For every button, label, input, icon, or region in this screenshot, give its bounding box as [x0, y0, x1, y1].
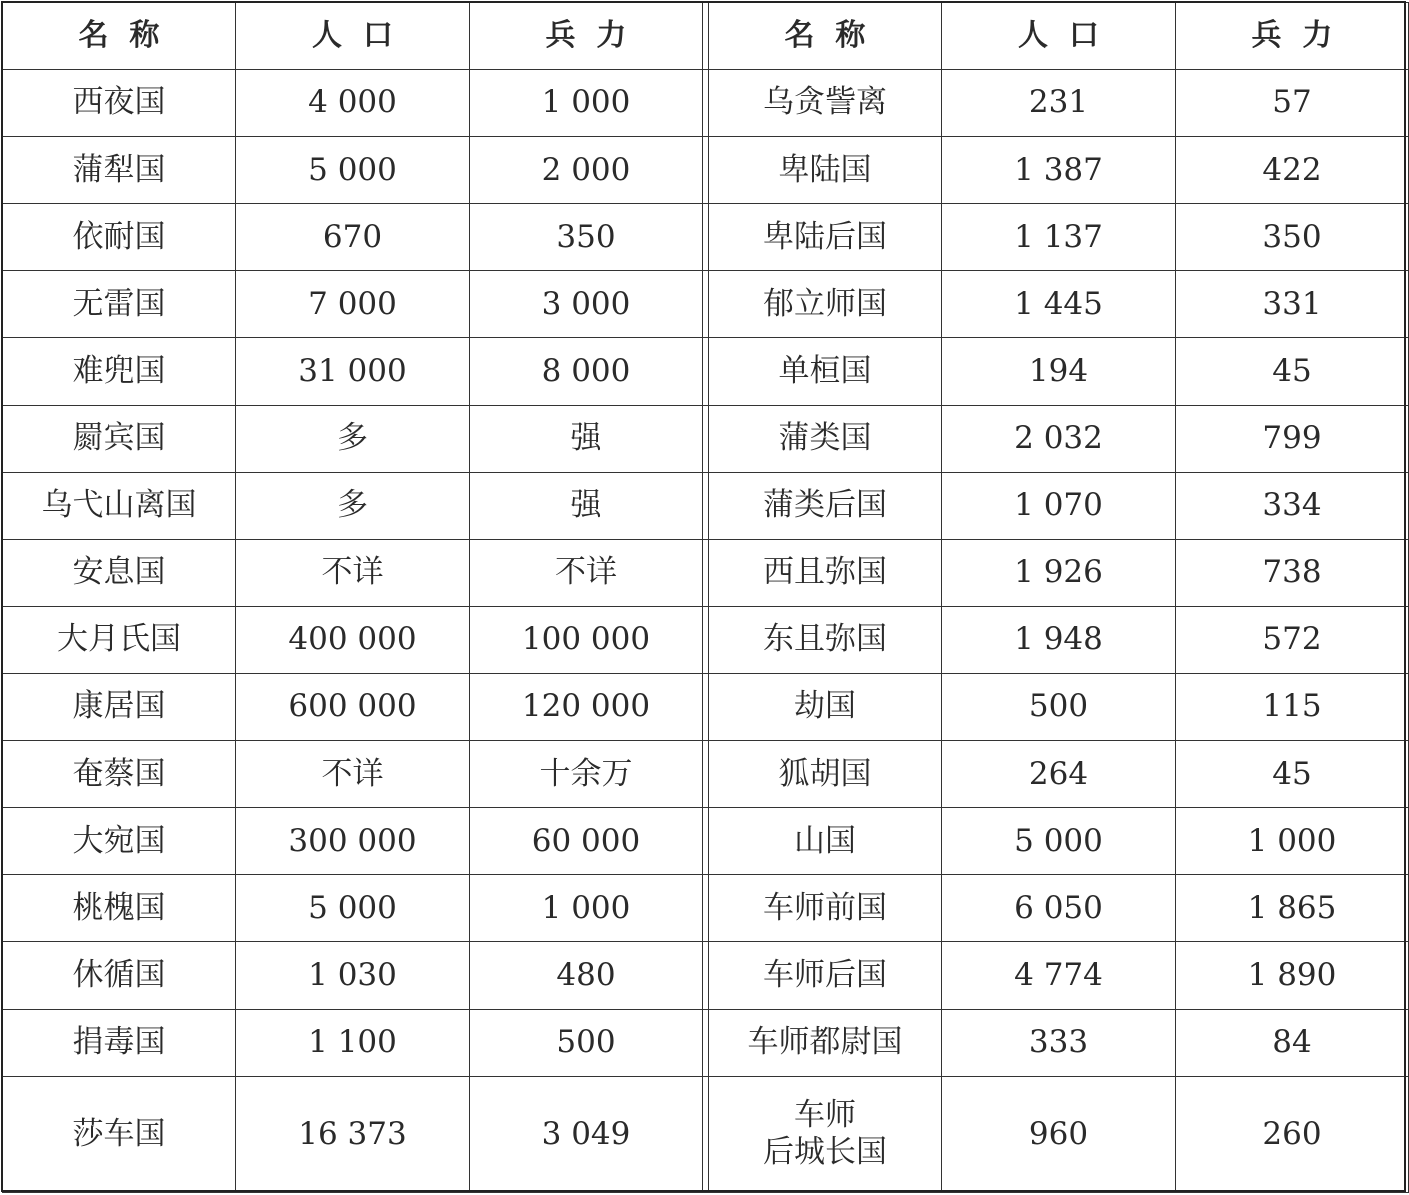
cell-left-name: 大宛国: [3, 808, 236, 875]
table-row: [3, 875, 1409, 942]
table-row: [3, 1076, 1409, 1192]
cell-right-name: 东且弥国: [709, 606, 942, 673]
cell-right-name-line1: 车师: [794, 1097, 856, 1134]
cell-right-name: 车师前国: [709, 875, 942, 942]
table-row: [3, 942, 1409, 1009]
cell-right-population: 194: [942, 338, 1176, 405]
cell-right-name: 车师后国: [709, 942, 942, 1009]
cell-left-population: 5 000: [236, 875, 470, 942]
cell-left-population: 多: [236, 472, 470, 539]
cell-left-name: 大月氏国: [3, 606, 236, 673]
cell-right-name: 西且弥国: [709, 539, 942, 606]
cell-right-name: 劫国: [709, 673, 942, 740]
cell-right-troops: 738: [1176, 539, 1409, 606]
cell-left-troops: 8 000: [470, 338, 703, 405]
cell-right-troops: 84: [1176, 1009, 1409, 1076]
header-troops-left: 兵 力: [470, 3, 703, 70]
cell-left-troops: 3 049: [470, 1076, 703, 1192]
cell-left-troops: 3 000: [470, 271, 703, 338]
cell-left-name: 依耐国: [3, 204, 236, 271]
cell-right-troops: 422: [1176, 137, 1409, 204]
cell-right-troops: 1 000: [1176, 808, 1409, 875]
cell-right-population: 6 050: [942, 875, 1176, 942]
cell-left-troops: 350: [470, 204, 703, 271]
cell-left-name: 休循国: [3, 942, 236, 1009]
cell-left-troops: 60 000: [470, 808, 703, 875]
cell-right-population: 1 070: [942, 472, 1176, 539]
cell-right-name: 狐胡国: [709, 741, 942, 808]
cell-right-troops: 334: [1176, 472, 1409, 539]
cell-right-population: 2 032: [942, 405, 1176, 472]
cell-right-population: 333: [942, 1009, 1176, 1076]
cell-right-name: 蒲类后国: [709, 472, 942, 539]
cell-left-population: 1 030: [236, 942, 470, 1009]
cell-left-population: 16 373: [236, 1076, 470, 1192]
table-row: [3, 338, 1409, 405]
table-row: [3, 472, 1409, 539]
table-row: [3, 741, 1409, 808]
cell-right-population: 231: [942, 70, 1176, 137]
cell-left-name: 乌弋山离国: [3, 472, 236, 539]
cell-right-name-line2: 后城长国: [763, 1134, 887, 1171]
cell-left-troops: 480: [470, 942, 703, 1009]
cell-right-name: 乌贪訾离: [709, 70, 942, 137]
cell-left-population: 不详: [236, 539, 470, 606]
header-population-left: 人 口: [236, 3, 470, 70]
header-name-left: 名 称: [3, 3, 236, 70]
cell-left-population: 1 100: [236, 1009, 470, 1076]
cell-left-population: 670: [236, 204, 470, 271]
cell-right-troops: 799: [1176, 405, 1409, 472]
header-name-right: 名 称: [709, 3, 942, 70]
cell-right-troops: 1 890: [1176, 942, 1409, 1009]
cell-left-population: 31 000: [236, 338, 470, 405]
cell-left-name: 西夜国: [3, 70, 236, 137]
header-population-right: 人 口: [942, 3, 1176, 70]
table-row: [3, 271, 1409, 338]
cell-right-troops: 57: [1176, 70, 1409, 137]
cell-left-population: 600 000: [236, 673, 470, 740]
table-row: [3, 405, 1409, 472]
table-row: [3, 673, 1409, 740]
cell-left-troops: 500: [470, 1009, 703, 1076]
cell-left-name: 奄蔡国: [3, 741, 236, 808]
cell-left-population: 4 000: [236, 70, 470, 137]
table-body: [3, 70, 1409, 1193]
header-troops-right: 兵 力: [1176, 3, 1409, 70]
cell-left-troops: 1 000: [470, 70, 703, 137]
cell-right-name: 卑陆后国: [709, 204, 942, 271]
cell-left-population: 5 000: [236, 137, 470, 204]
cell-right-name: [709, 1076, 942, 1192]
cell-left-name: 蒲犁国: [3, 137, 236, 204]
cell-left-population: 400 000: [236, 606, 470, 673]
cell-left-troops: 120 000: [470, 673, 703, 740]
cell-right-population: 960: [942, 1076, 1176, 1192]
cell-right-population: 4 774: [942, 942, 1176, 1009]
cell-right-population: 1 445: [942, 271, 1176, 338]
cell-right-name: 单桓国: [709, 338, 942, 405]
cell-left-name: 桃槐国: [3, 875, 236, 942]
cell-left-name: 无雷国: [3, 271, 236, 338]
cell-left-troops: 1 000: [470, 875, 703, 942]
table-row: [3, 137, 1409, 204]
cell-right-name: 山国: [709, 808, 942, 875]
table-row: [3, 70, 1409, 137]
cell-left-troops: 强: [470, 405, 703, 472]
cell-left-name: 罽宾国: [3, 405, 236, 472]
cell-left-name: 莎车国: [3, 1076, 236, 1192]
cell-right-troops: 115: [1176, 673, 1409, 740]
cell-left-troops: 2 000: [470, 137, 703, 204]
table-row: [3, 808, 1409, 875]
table-row: [3, 539, 1409, 606]
cell-right-troops: 45: [1176, 741, 1409, 808]
cell-right-troops: 350: [1176, 204, 1409, 271]
header-row: [3, 3, 1409, 70]
cell-right-population: 1 948: [942, 606, 1176, 673]
cell-right-name: 郁立师国: [709, 271, 942, 338]
table-row: [3, 1009, 1409, 1076]
cell-right-name: 车师都尉国: [709, 1009, 942, 1076]
cell-right-troops: 1 865: [1176, 875, 1409, 942]
cell-right-population: 1 926: [942, 539, 1176, 606]
cell-right-population: 500: [942, 673, 1176, 740]
cell-left-population: 多: [236, 405, 470, 472]
cell-left-population: 7 000: [236, 271, 470, 338]
cell-left-troops: 不详: [470, 539, 703, 606]
cell-left-troops: 十余万: [470, 741, 703, 808]
cell-right-troops: 260: [1176, 1076, 1409, 1192]
cell-left-population: 300 000: [236, 808, 470, 875]
cell-left-troops: 100 000: [470, 606, 703, 673]
cell-left-troops: 强: [470, 472, 703, 539]
cell-left-name: 难兜国: [3, 338, 236, 405]
cell-left-name: 捐毒国: [3, 1009, 236, 1076]
cell-right-population: 264: [942, 741, 1176, 808]
cell-right-population: 5 000: [942, 808, 1176, 875]
table-row: [3, 606, 1409, 673]
cell-right-troops: 331: [1176, 271, 1409, 338]
table-row: [3, 204, 1409, 271]
population-troops-table: [2, 2, 1409, 1193]
cell-right-troops: 572: [1176, 606, 1409, 673]
cell-right-name: 卑陆国: [709, 137, 942, 204]
cell-right-population: 1 137: [942, 204, 1176, 271]
cell-right-troops: 45: [1176, 338, 1409, 405]
cell-left-name: 康居国: [3, 673, 236, 740]
cell-left-name: 安息国: [3, 539, 236, 606]
cell-right-name: 蒲类国: [709, 405, 942, 472]
cell-right-population: 1 387: [942, 137, 1176, 204]
cell-left-population: 不详: [236, 741, 470, 808]
